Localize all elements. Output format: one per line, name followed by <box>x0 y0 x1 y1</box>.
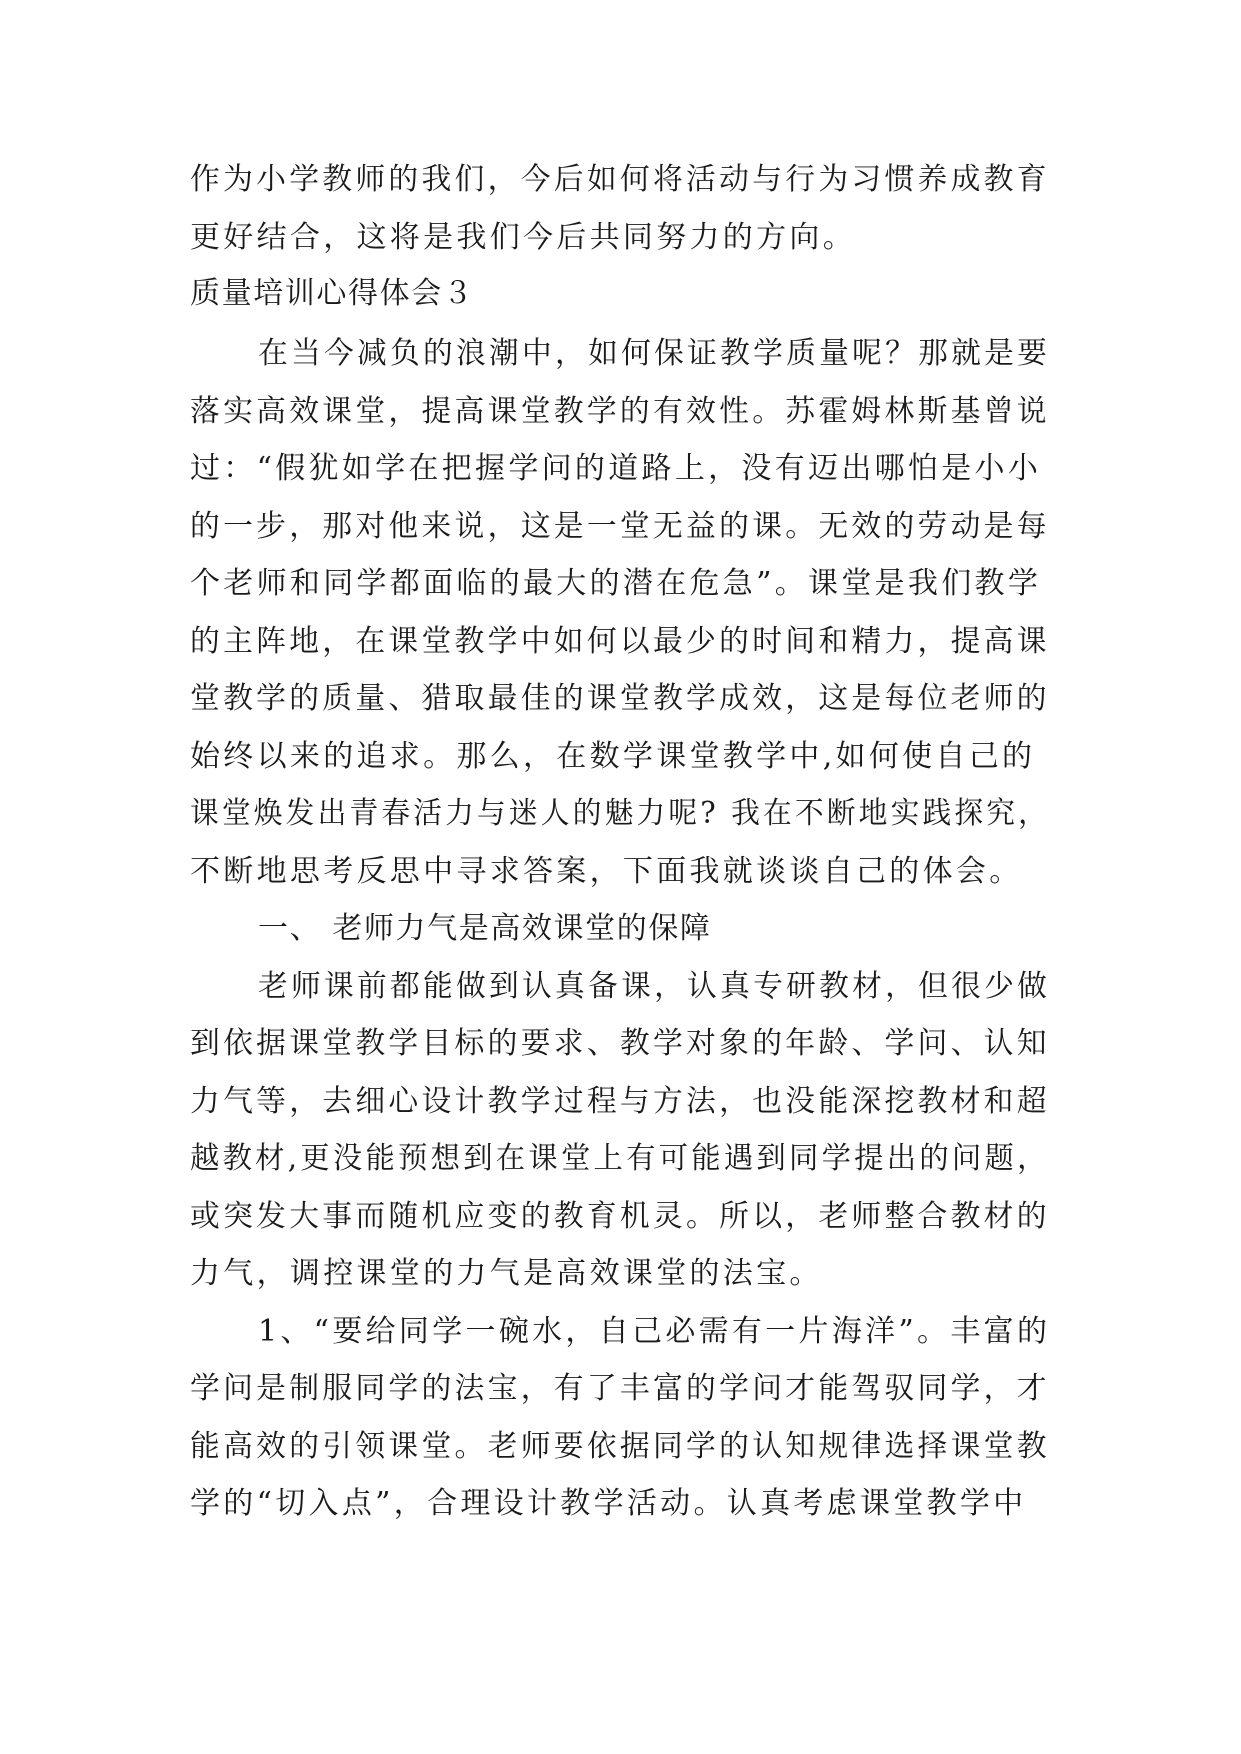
paragraph-first-line: 老师课前都能做到认真备课，认真专研教材，但很少做 <box>258 969 1051 1004</box>
text-line: 能高效的引领课堂。老师要依据同学的认知规律选择课堂教 <box>190 1429 1050 1464</box>
text-line: 过：“假犹如学在把握学问的道路上，没有迈出哪怕是小小 <box>190 451 1042 486</box>
text-line: 越教材,更没能预想到在课堂上有可能遇到同学提出的问题， <box>190 1141 1050 1176</box>
text-line: 课堂焕发出青春活力与迷人的魅力呢? 我在不断地实践探究， <box>190 796 1051 831</box>
text-line: 落实高效课堂，提高课堂教学的有效性。苏霍姆林斯基曾说 <box>190 394 1050 429</box>
text-line: 不断地思考反思中寻求答案，下面我就谈谈自己的体会。 <box>190 854 1023 889</box>
text-line: 学的“切入点”，合理设计教学活动。认真考虑课堂教学中 <box>190 1486 1027 1521</box>
text-line: 到依据课堂教学目标的要求、教学对象的年龄、学问、认知 <box>190 1026 1050 1061</box>
text-line: 堂教学的质量、猎取最佳的课堂教学成效，这是每位老师的 <box>190 681 1050 716</box>
text-line: 力气等，去细心设计教学过程与方法，也没能深挖教材和超 <box>190 1084 1050 1119</box>
text-line: 的主阵地，在课堂教学中如何以最少的时间和精力，提高课 <box>190 624 1050 659</box>
paragraph-first-line: 1、“要给同学一碗水，自己必需有一片海洋”。丰富的 <box>258 1314 1051 1349</box>
text-line: 学问是制服同学的法宝，有了丰富的学问才能驾驭同学，才 <box>190 1371 1050 1406</box>
text-line: 作为小学教师的我们，今后如何将活动与行为习惯养成教育 <box>190 162 1050 197</box>
text-line: 始终以来的追求。那么，在数学课堂教学中,如何使自己的 <box>190 739 1036 774</box>
section-title: 质量培训心得体会３ <box>190 276 475 311</box>
text-line: 个老师和同学都面临的最大的潜在危急”。课堂是我们教学 <box>190 566 1042 601</box>
text-line: 或突发大事而随机应变的教育机灵。所以，老师整合教材的 <box>190 1199 1050 1234</box>
text-line: 更好结合，这将是我们今后共同努力的方向。 <box>190 220 856 255</box>
text-line: 力气，调控课堂的力气是高效课堂的法宝。 <box>190 1256 823 1291</box>
subsection-heading: 一、 老师力气是高效课堂的保障 <box>258 911 712 946</box>
paragraph-first-line: 在当今减负的浪潮中，如何保证教学质量呢？那就是要 <box>258 336 1051 371</box>
text-line: 的一步，那对他来说，这是一堂无益的课。无效的劳动是每 <box>190 509 1050 544</box>
